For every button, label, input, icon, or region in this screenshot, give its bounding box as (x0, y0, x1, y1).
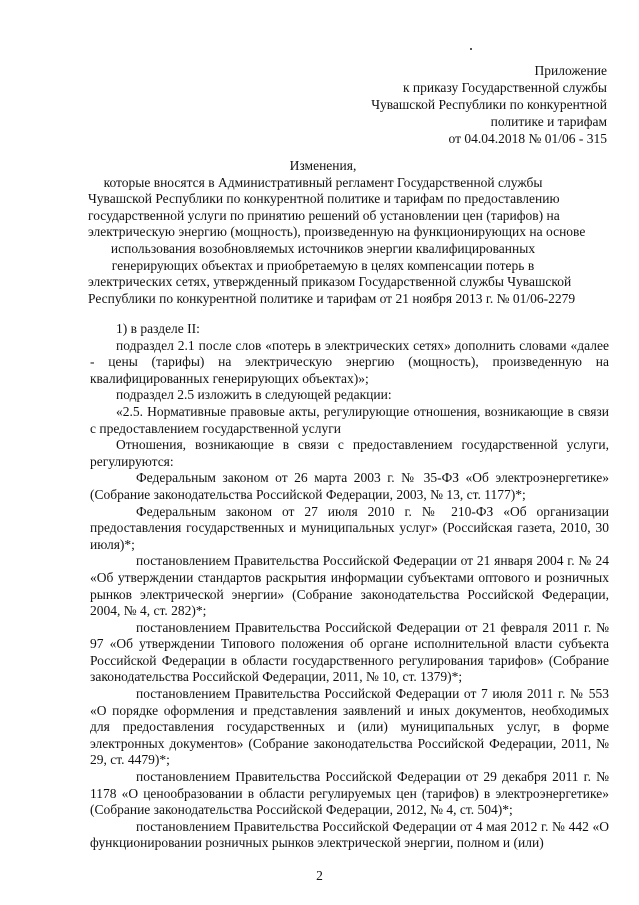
appendix-line: к приказу Государственной службы (402, 80, 607, 95)
body-paragraph: постановлением Правительства Российской Федерации от 7 июля 2011 г. № 553 «О порядке оформления и представления заявлений и иных документов, необходимых для предоставления государственных и (или) муниципальных услуг, в форме электронных документов» (Собрание законодательства Российской Федерации, 2011, № 29, ст. 4479)*; (90, 686, 609, 768)
title-line: Республики по конкурентной политике и тарифам от 21 ноября 2013 г. № 01/06-2279 (88, 290, 576, 306)
appendix-header (307, 62, 607, 147)
body-paragraph: 1) в разделе II: (116, 321, 200, 336)
page-number: 2 (316, 868, 323, 883)
appendix-line: от 04.04.2018 № 01/06 - 315 (448, 131, 607, 146)
body-paragraph: постановлением Правительства Российской Федерации от 21 января 2004 г. № 24 «Об утверждении стандартов раскрытия информации субъектами оптового и розничных рынков электрической энергии» (Собрание законодательства Российской Федерации, 2004, № 4, ст. 282)*; (90, 553, 609, 619)
body-paragraph: подраздел 2.1 после слов «потерь в электрических сетях» дополнить словами «далее - цены (тарифы) на электрическую энергию (мощность), произведенную на квалифицированных генерирующих объектах)»; (90, 337, 609, 386)
body-paragraph: «2.5. Нормативные правовые акты, регулирующие отношения, возникающие в связи с предоставлением государственной услуги (90, 403, 609, 436)
title-line: Чувашской Республики по конкурентной политике и тарифам по предоставлению (88, 191, 560, 207)
body-paragraph: подраздел 2.5 изложить в следующей редакции: (116, 387, 392, 403)
title-line: электрических сетях, утвержденный приказом Государственной службы Чувашской (88, 274, 572, 290)
body-paragraph: постановлением Правительства Российской Федерации от 4 мая 2012 г. № 442 «О функционировании розничных рынков электрической энергии, полном и (или) (90, 818, 609, 851)
title-line: генерирующих объектах и приобретаемую в целях компенсации потерь в (111, 257, 535, 273)
body-paragraph: Федеральным законом от 27 июля 2010 г. № 210-ФЗ «Об организации предоставления государственных и муниципальных услуг» (Российская газета, 2010, 30 июля)*; (90, 503, 609, 552)
scan-speck (470, 48, 472, 50)
title-line: которые вносятся в Административный регламент Государственной службы (103, 174, 543, 190)
body-paragraph: постановлением Правительства Российской Федерации от 21 февраля 2011 г. № 97 «Об утверждении Типового положения об органе исполнительной власти субъекта Российской Федерации в области государственного регулирования тарифов» (Собрание законодательства Российской Федерации, 2011, № 10, ст. 1379)*; (90, 619, 609, 685)
document-body (90, 321, 609, 852)
title-line: Изменения, (289, 158, 357, 173)
body-paragraph: Федеральным законом от 26 марта 2003 г. № 35-ФЗ «Об электроэнергетике» (Собрание законодательства Российской Федерации, 2003, № 13, ст. 1177)*; (90, 470, 609, 502)
title-line: электрическую энергию (мощность), произведенную на функционирующих на основе (88, 224, 586, 240)
body-paragraph: постановлением Правительства Российской Федерации от 29 декабря 2011 г. № 1178 «О ценообразовании в области регулируемых цен (тарифов) в электроэнергетике» (Собрание законодательства Российской Федерации, 2012, № 4, ст. 504)*; (90, 769, 609, 818)
appendix-line: политике и тарифам (490, 114, 607, 129)
title-line: государственной услуги по принятию решений об установлении цен (тарифов) на (88, 207, 560, 223)
title-line: использования возобновляемых источников энергии квалифицированных (110, 240, 536, 256)
document-title (88, 158, 586, 307)
body-paragraph: Отношения, возникающие в связи с предоставлением государственной услуги, регулируются: (90, 437, 609, 469)
appendix-line: Приложение (534, 63, 607, 78)
appendix-line: Чувашской Республики по конкурентной (371, 97, 607, 112)
